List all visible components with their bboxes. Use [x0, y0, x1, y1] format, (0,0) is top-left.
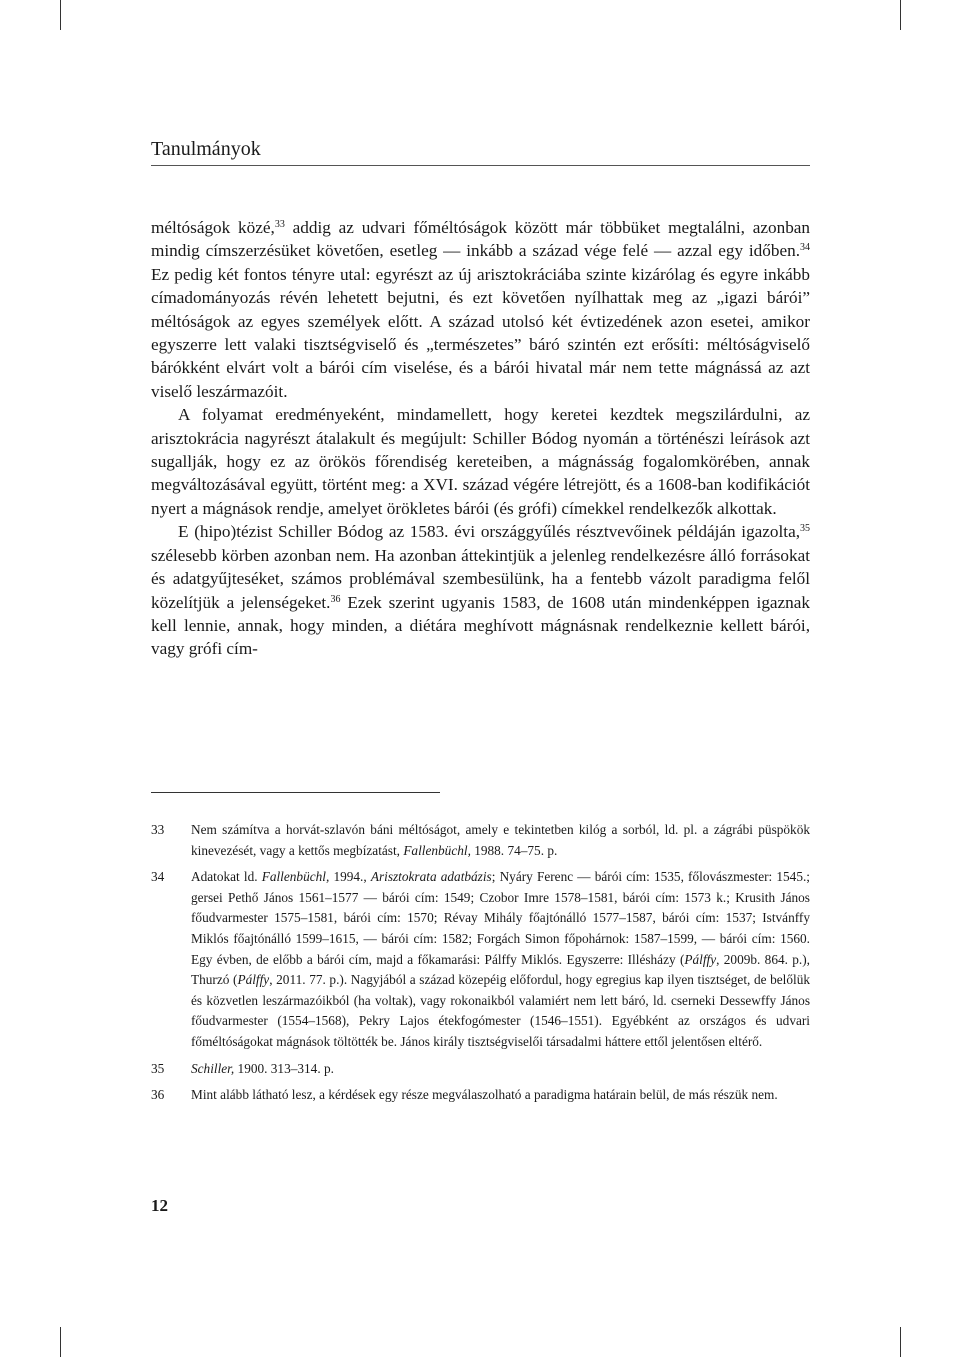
footnote-number: 36 [151, 1087, 165, 1103]
footnote-text: Nem számítva a horvát-szlavón báni méltóságot, amely e tekintetben kilóg a sorból, ld. pl. a zágrábi püspökök kinevezését, vagy a kettős megbízatást, Fallenbüchl, 1988. 74–75. p. [191, 822, 810, 858]
footnote-36 [151, 1085, 810, 1106]
footnote-35 [151, 1059, 810, 1080]
body-text [151, 216, 810, 661]
running-header: Tanulmányok [151, 138, 261, 160]
footnote-separator [151, 792, 440, 793]
crop-mark-top-right [900, 0, 901, 30]
p3-text-a: E (hipo)tézist Schiller Bódog az 1583. évi országgyűlés résztvevőinek példáján igazolta, [178, 522, 800, 542]
page-number: 12 [151, 1196, 168, 1215]
crop-mark-bottom-left [60, 1327, 61, 1357]
footnote-ref-36[interactable]: 36 [330, 593, 341, 605]
footnote-34 [151, 867, 810, 1052]
footnote-ref-35[interactable]: 35 [800, 523, 810, 535]
footnote-number: 33 [151, 822, 165, 837]
paragraph-1 [151, 216, 810, 403]
p3-text-b: szélesebb körben azonban nem. Ha azonban áttekintjük a jelenleg rendelkezésre álló forrásokat és adatgyűjteséket, számos problémával szembesülünk, ha a fentebb vázolt paradigma felől közelítjük a jelenségeket. [151, 545, 810, 612]
paragraph-2: A folyamat eredményeként, mindamellett, hogy keretei kezdtek megszilárdulni, az arisztokrácia nagyrészt átalakult és megújult: Schiller Bódog nyomán a történészi leírások azt sugallják, hogy ez az örökös főrendiség kereteiben, a mágnásság fogalomkörében, annak megváltozásával együtt, történt meg: a XVI. század végére létrejött, és a 1608-ban kodifikációt nyert a mágnások rendje, amelyet örökletes bárói (és grófi) címekkel rendelkezők alkottak. [151, 405, 810, 518]
footnote-ref-34[interactable]: 34 [800, 242, 810, 254]
footnote-number: 34 [151, 869, 165, 885]
p3-text-c: Ezek szerint ugyanis 1583, de 1608 után mindenképpen igaznak kell lennie, annak, hogy minden, a diétára meghívott mágnásnak rendelkeznie kellett bárói, vagy grófi cím- [151, 592, 810, 659]
crop-mark-bottom-right [900, 1327, 901, 1357]
header-rule [151, 165, 810, 166]
footnote-text: Mint alább látható lesz, a kérdések egy része megválaszolható a paradigma határain belül, de más részük nem. [191, 1087, 778, 1103]
footnotes [151, 820, 810, 1112]
paragraph-3 [151, 520, 810, 660]
crop-mark-top-left [60, 0, 61, 30]
p1-text-c: Ez pedig két fontos tényre utal: egyrészt az új arisztokráciába szinte kizárólag és egyre inkább címadományozás révén lehetett bejutni, és ezt követően nyílhattak meg az „igazi bárói” méltóságok az egyes személyek előtt. A század utolsó két évtizedének azon esetei, amikor egyszerre lett valaki tisztségviselő és „természetes” báró szintén ezt erősíti: méltóságviselő bárókként elvárt volt a bárói cím viselése, és a bárói hivatal már nem tette mágnássá az azt viselő leszármazóit. [151, 264, 810, 401]
footnote-ref-33[interactable]: 33 [274, 219, 285, 230]
footnote-33 [151, 820, 810, 861]
footnote-number: 35 [151, 1060, 165, 1076]
p1-text-b: addig az udvari főméltóságok között már többüket megtalálni, azonban mindig címszerzésüket követően, esetleg — inkább a század vége felé — azzal egy időben. [151, 218, 811, 261]
p1-text-a: méltóságok közé, [151, 218, 275, 237]
footnote-text: Schiller, 1900. 313–314. p. [191, 1060, 334, 1076]
footnote-text: Adatokat ld. Fallenbüchl, 1994., Arisztokrata adatbázis; Nyáry Ferenc — bárói cím: 1535, főlovászmester: 1545.; gersei Pethő János 1561–1577 — bárói cím: 1549; Czobor Imre 1578–1581, bárói cím: 1573 k.; Krusith János főudvarmester 1575–1581, bárói cím: 1570; Révay Mihály főajtónálló 1577–1587, bárói cím: 1537; Istvánffy Miklós főajtónálló 1599–1615, — bárói cím: 1582; Forgách Simon főpohárnok: 1587–1599, — bárói cím: 1560. Egy évben, de előbb a bárói cím, majd a főkamarási: Pálffy Miklós. Egyszerre: Illésházy (Pálffy, 2009b. 864. p.), Thurzó (Pálffy, 2011. 77. p.). Nagyjából a század közepéig előfordul, hogy egregius kap ilyen tisztséget, de belőlük és közvetlen leszármazóikból (ha voltak), vagy rokonaikból valamiért nem lett báró, ld. cserneki Dessewffy János főudvarmester (1554–1568), Pekry Lajos étekfogómester (1546–1551). Egyébként az országos és udvari főméltóságokat mágnások töltötték be. János király tisztségviselői társadalmi háttere ettől jelentősen eltérő. [191, 869, 810, 1049]
